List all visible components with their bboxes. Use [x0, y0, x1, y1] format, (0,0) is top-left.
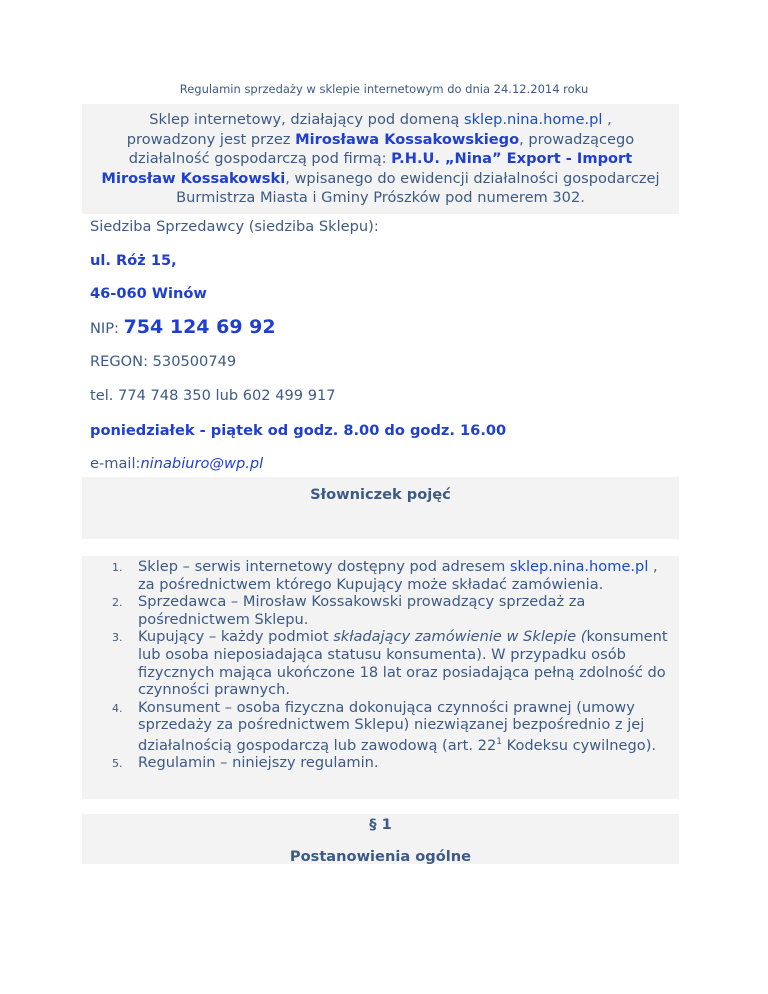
email-label: e-mail:: [90, 455, 141, 472]
list-item: [138, 699, 679, 755]
list-item: [138, 754, 679, 772]
owner-name: Mirosława Kossakowskiego: [295, 130, 520, 148]
seller-street: ul. Róż 15,: [90, 252, 177, 269]
seller-email: [90, 455, 263, 472]
glossary-item-5-text: Regulamin – niniejszy regulamin.: [138, 754, 379, 772]
section-title: Postanowienia ogólne: [289, 848, 472, 865]
nip-value: 754 124 69 92: [123, 316, 276, 338]
firm-name: P.H.U. „Nina” Export - Import: [391, 150, 633, 167]
seller-phone: tel. 774 748 350 lub 602 499 917: [90, 387, 336, 404]
email-link[interactable]: ninabiuro@wp.pl: [140, 455, 264, 472]
intro-text-5: , wpisanego do ewidencji działalności gospodarczej Burmistrza Miasta i Gminy Prószków pod numerem 302.: [176, 169, 660, 206]
glossary-item-1-text: Sklep – serwis internetowy dostępny pod adresem: [138, 558, 510, 575]
list-item: [138, 558, 679, 593]
list-item: [138, 628, 679, 698]
intro-text-4: , prowadzącego działalność gospodarczą pod firmą:: [128, 130, 635, 167]
glossary-heading-box: [82, 477, 679, 539]
shop-domain-link[interactable]: sklep.nina.home.pl: [509, 558, 649, 575]
glossary-item-2-text: Sprzedawca – Mirosław Kossakowski prowadzący sprzedaż za pośrednictwem Sklepu.: [138, 593, 586, 628]
nip-label: NIP:: [90, 320, 124, 337]
shop-domain-link[interactable]: sklep.nina.home.pl: [464, 111, 603, 128]
glossary-item-3-italic: składający zamówienie w Sklepie (: [333, 628, 587, 646]
intro-text-3: prowadzony jest przez: [126, 130, 296, 148]
page-heading: Regulamin sprzedaży w sklepie internetowym do dnia 24.12.2014 roku: [179, 82, 589, 96]
intro-text-1: Sklep internetowy, działający pod domeną: [149, 111, 464, 128]
glossary-item-3-text: Kupujący – każdy podmiot: [138, 628, 334, 646]
glossary-list: [82, 558, 679, 772]
glossary-item-4-text: Konsument – osoba fizyczna dokonująca czynności prawnej (umowy sprzedaży za pośrednictwem Sklepu) niezwiązanej bezpośrednio z jej działalnością gospodarczą lub zawodową (art. 22: [138, 698, 645, 754]
seller-regon: REGON: 530500749: [90, 353, 237, 370]
footnote-superscript: 1: [496, 736, 502, 747]
section-1-box: [82, 814, 679, 864]
glossary-item-3-text-end: konsument lub osoba nieposiadająca statusu konsumenta). W przypadku osób fizycznych mająca ukończone 18 lat oraz posiadająca pełną zdolność do czynności prawnych.: [138, 628, 668, 699]
seller-hours: poniedziałek - piątek od godz. 8.00 do godz. 16.00: [90, 422, 507, 439]
section-number: § 1: [369, 816, 392, 833]
list-item: [138, 593, 679, 628]
glossary-list-box: [82, 556, 679, 799]
intro-paragraph: [82, 104, 679, 208]
glossary-item-1-text-end: , za pośrednictwem którego Kupujący może składać zamówienia.: [138, 558, 658, 593]
intro-box: [82, 104, 679, 214]
glossary-item-4-text-end: Kodeksu cywilnego).: [501, 736, 657, 754]
firm-owner-name: Mirosław Kossakowski: [101, 169, 286, 187]
intro-text-2: ,: [602, 111, 612, 128]
seller-header: Siedziba Sprzedawcy (siedziba Sklepu):: [90, 218, 379, 235]
seller-city: 46-060 Winów: [90, 285, 207, 302]
glossary-title: Słowniczek pojęć: [310, 486, 451, 503]
seller-nip: [90, 316, 276, 338]
